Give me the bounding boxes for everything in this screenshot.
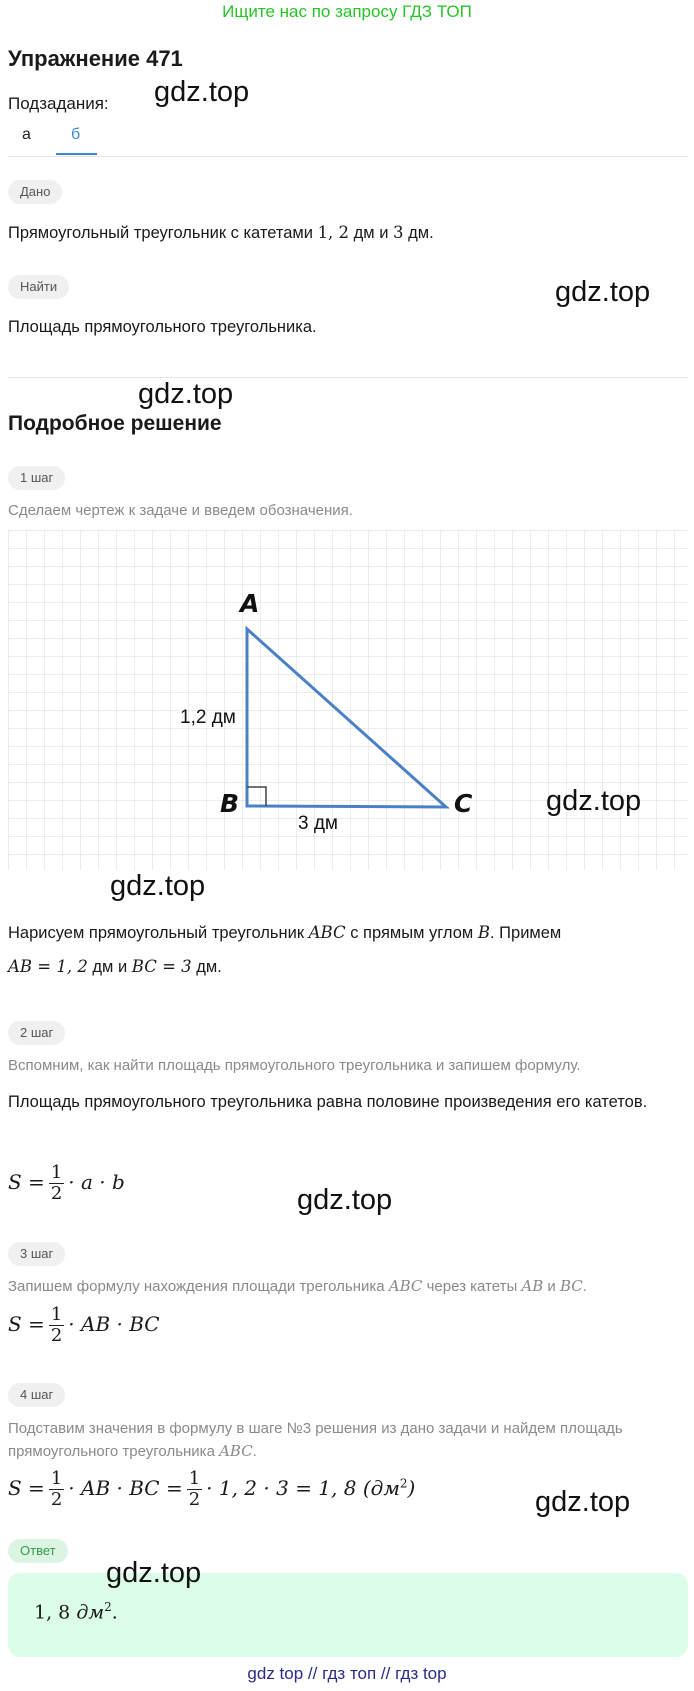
given-text: Прямоугольный треугольник с катетами 1, 2 дм и 3 дм.: [8, 223, 434, 242]
fraction-half: $\frac{1}{2}$: [50, 1304, 63, 1346]
side-ab-label: 1,2 дм: [180, 707, 236, 728]
tab-b[interactable]: б: [71, 126, 81, 143]
step-1-text: Нарисуем прямоугольный треугольник ABC с прямым углом B. Примем AB = 1, 2 дм и BC = 3 дм.: [8, 923, 562, 976]
fraction-half: $\frac{1}{2}$: [50, 1468, 63, 1510]
step-4-formula: S = $\frac{1}{2}$ · AB · BC = $\frac{1}{2}$ · 1, 2 · 3 = 1, 8 $(дм^2)$: [8, 1468, 416, 1510]
watermark: gdz.top: [297, 1184, 393, 1216]
step-2-badge: 2 шаг: [8, 1021, 65, 1045]
divider: [8, 377, 688, 378]
step-1-hint: Сделаем чертеж к задаче и введем обозначения.: [8, 502, 353, 519]
answer-badge: Ответ: [8, 1539, 68, 1563]
watermark: gdz.top: [555, 276, 651, 308]
step-2-formula: S = $\frac{1}{2}$ · a · b: [8, 1162, 125, 1204]
step-1-badge: 1 шаг: [8, 466, 65, 490]
watermark: gdz.top: [110, 870, 206, 902]
vertex-c-label: C: [454, 789, 473, 818]
step-3-hint: Запишем формулу нахождения площади трегольника ABC через катеты AB и BC.: [8, 1277, 587, 1295]
step-4-badge: 4 шаг: [8, 1383, 65, 1407]
vertex-a-label: A: [240, 589, 260, 618]
page-title: Упражнение 471: [8, 46, 183, 71]
find-text: Площадь прямоугольного треугольника.: [8, 318, 317, 336]
fraction-half: $\frac{1}{2}$: [50, 1162, 63, 1204]
active-tab-indicator: [56, 153, 97, 155]
vertex-b-label: B: [220, 789, 240, 818]
watermark: gdz.top: [535, 1486, 631, 1518]
watermark: gdz.top: [138, 378, 234, 410]
given-badge: Дано: [8, 180, 62, 204]
find-badge: Найти: [8, 275, 69, 299]
grid-background: [8, 530, 688, 870]
promo-banner[interactable]: Ищите нас по запросу ГДЗ ТОП: [222, 2, 472, 21]
tab-a[interactable]: а: [22, 126, 31, 143]
footer-links[interactable]: gdz top // гдз топ // гдз top: [247, 1664, 447, 1683]
step-3-badge: 3 шаг: [8, 1242, 65, 1266]
answer-value: 1, 8 $дм^2$.: [34, 1600, 118, 1624]
solution-title: Подробное решение: [8, 412, 222, 435]
step-4-hint: Подставим значения в формулу в шаге №3 решения из дано задачи и найдем площадь прямоугольного треугольника ABC.: [8, 1420, 623, 1460]
watermark: gdz.top: [106, 1557, 202, 1589]
step-3-formula: S = $\frac{1}{2}$ · AB · BC: [8, 1304, 160, 1346]
subtasks-label: Подзадания:: [8, 94, 109, 113]
watermark: gdz.top: [154, 76, 250, 108]
watermark: gdz.top: [546, 785, 642, 817]
side-bc-label: 3 дм: [298, 813, 338, 834]
triangle-figure: [8, 530, 688, 870]
divider: [8, 156, 688, 157]
step-2-hint: Вспомним, как найти площадь прямоугольного треугольника и запишем формулу.: [8, 1057, 581, 1074]
step-2-text: Площадь прямоугольного треугольника равна половине произведения его катетов.: [8, 1093, 648, 1111]
fraction-half: $\frac{1}{2}$: [188, 1468, 201, 1510]
